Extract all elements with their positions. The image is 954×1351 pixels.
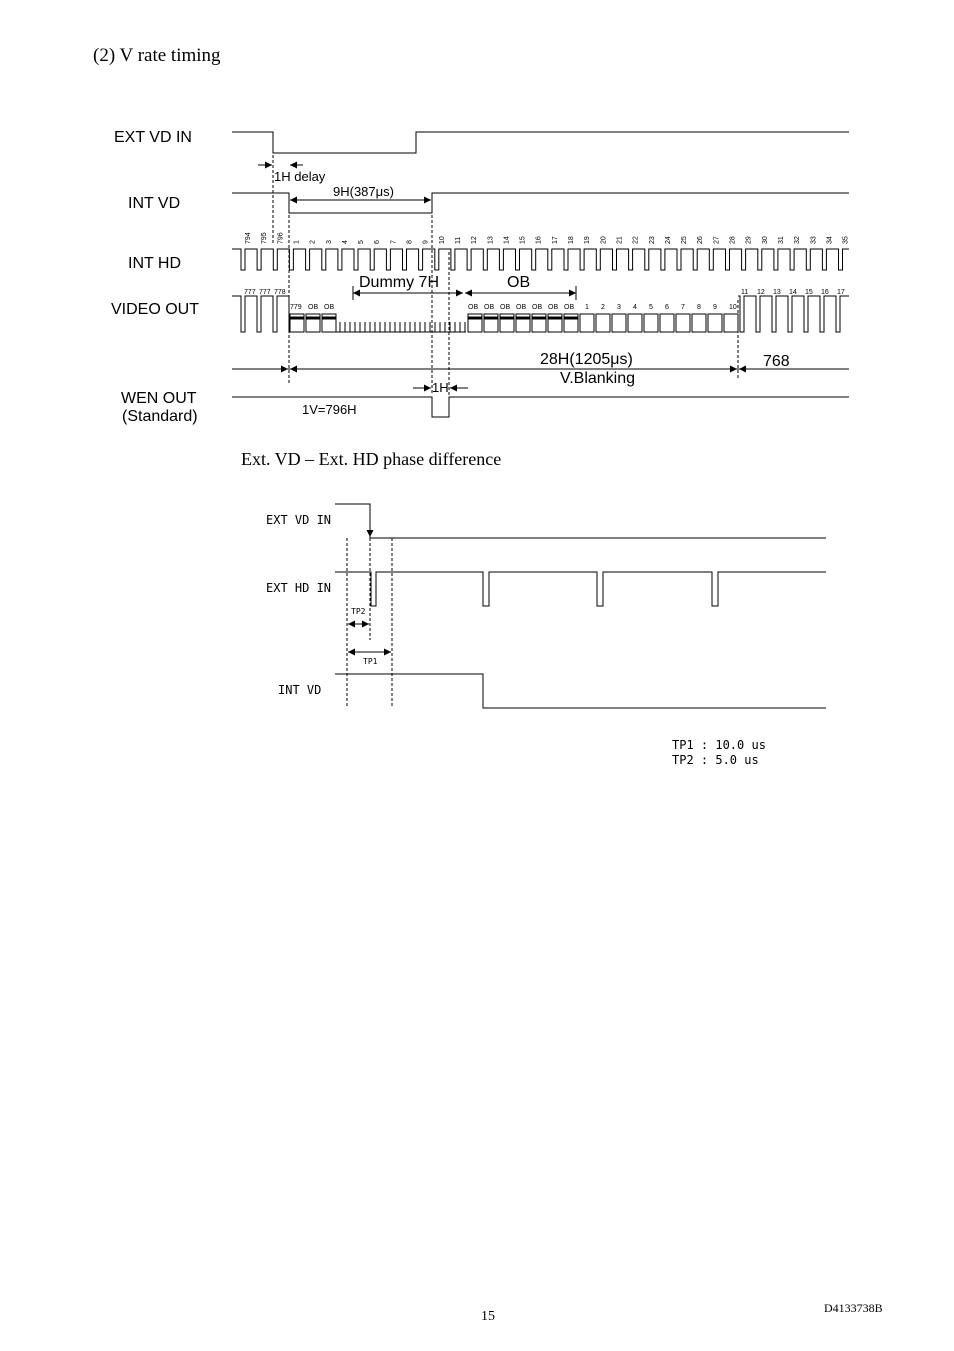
video-active-number: 16 [821, 289, 829, 296]
label2-ext-vd-in: EXT VD IN [266, 513, 332, 527]
section-title: (2) V rate timing [93, 45, 221, 66]
video-line-box [644, 314, 658, 332]
label-int-vd: INT VD [128, 195, 181, 212]
video-label-779: 779 [290, 304, 302, 311]
video-line-number: 5 [649, 304, 653, 311]
doc-id: D4133738B [824, 1301, 883, 1315]
video-line-number: 9 [713, 304, 717, 311]
video-line-number: 10 [729, 304, 737, 311]
video-ob-early-label: OB [324, 304, 335, 311]
hd-line-number: 1 [293, 240, 301, 244]
hd-line-number: 8 [406, 240, 414, 244]
hd-line-number: 5 [358, 240, 366, 244]
video-ob-label: OB [484, 304, 495, 311]
hd-line-number: 33 [810, 236, 818, 244]
video-line-number: 8 [697, 304, 701, 311]
video-active-number: 11 [741, 289, 749, 296]
hd-line-number: 11 [454, 236, 462, 244]
label-ext-vd-in: EXT VD IN [114, 129, 192, 146]
label2-tp2: TP2 [351, 607, 366, 616]
annotation-v-blanking: V.Blanking [560, 370, 636, 387]
hd-line-number: 27 [713, 236, 721, 244]
video-ob-label: OB [516, 304, 527, 311]
video-out-active-wave [738, 296, 849, 332]
video-ob-label: OB [564, 304, 575, 311]
video-prefix-label: 778 [274, 289, 286, 296]
label2-ext-hd-in: EXT HD IN [266, 581, 332, 595]
video-out-lead-wave [232, 296, 289, 332]
hd-line-number: 18 [568, 236, 575, 244]
hd-line-number: 26 [697, 236, 705, 244]
annotation-dummy-7h: Dummy 7H [359, 274, 440, 291]
video-prefix-label: 777 [259, 289, 271, 296]
hd-line-number: 795 [261, 232, 269, 244]
video-line-number: 6 [665, 304, 669, 311]
annotation-ob: OB [507, 274, 531, 291]
note-tp1: TP1 : 10.0 us [672, 738, 766, 752]
hd-line-number: 10 [438, 236, 446, 244]
video-line-box [596, 314, 610, 332]
label-wen-out-standard: (Standard) [122, 408, 198, 425]
hd-line-number: 23 [648, 236, 656, 244]
video-ob-label: OB [468, 304, 479, 311]
annotation-9h: 9H(387μs) [333, 184, 394, 199]
hd-line-number: 25 [681, 236, 689, 244]
video-active-number: 15 [805, 289, 813, 296]
int-vd-wave [232, 193, 849, 213]
hd-line-number: 794 [245, 232, 252, 244]
video-line-number: 7 [681, 304, 685, 311]
page-number: 15 [481, 1309, 495, 1324]
label-wen-out: WEN OUT [121, 390, 197, 407]
hd-line-number: 6 [374, 240, 382, 244]
note-tp2: TP2 : 5.0 us [672, 753, 759, 767]
hd-line-number: 796 [277, 232, 285, 244]
hd-line-number: 3 [325, 240, 333, 244]
video-line-number: 4 [633, 304, 637, 311]
hd-line-number: 30 [761, 236, 769, 244]
hd-line-number: 29 [745, 236, 753, 244]
ext-vd-in-wave [232, 132, 849, 153]
video-line-box [708, 314, 722, 332]
hd-line-number: 31 [777, 236, 785, 244]
hd-line-number: 17 [551, 236, 559, 244]
video-active-number: 12 [757, 289, 765, 296]
annotation-1h-delay: 1H delay [274, 169, 326, 184]
annotation-1v: 1V=796H [302, 402, 357, 417]
video-line-box [692, 314, 706, 332]
hd-line-number: 9 [422, 240, 430, 244]
subtitle: Ext. VD – Ext. HD phase difference [241, 449, 502, 469]
hd-line-number: 24 [664, 236, 672, 244]
video-ob-label: OB [532, 304, 543, 311]
video-line-box [580, 314, 594, 332]
video-line-box [628, 314, 642, 332]
hd-line-number: 28 [729, 236, 737, 244]
label-int-hd: INT HD [128, 255, 182, 272]
label2-tp1: TP1 [363, 657, 378, 666]
ext-hd-in-wave-2 [335, 572, 826, 606]
hd-line-number: 19 [584, 236, 592, 244]
video-prefix-label: 777 [244, 289, 256, 296]
video-line-number: 3 [617, 304, 621, 311]
ext-vd-in-wave-2 [335, 504, 826, 538]
hd-line-number: 32 [794, 236, 802, 244]
label2-int-vd: INT VD [278, 683, 322, 697]
video-active-number: 17 [837, 289, 845, 296]
video-line-box [724, 314, 738, 332]
annotation-28h: 28H(1205μs) [540, 351, 633, 368]
int-hd-wave [232, 249, 849, 270]
label-video-out: VIDEO OUT [111, 301, 200, 318]
hd-line-number: 16 [535, 236, 543, 244]
hd-line-number: 12 [471, 236, 479, 244]
wen-out-wave [232, 397, 849, 417]
video-ob-label: OB [500, 304, 511, 311]
hd-line-number: 7 [390, 240, 398, 244]
hd-line-number: 13 [487, 236, 495, 244]
annotation-768: 768 [763, 353, 790, 370]
hd-line-number: 4 [341, 240, 349, 244]
hd-line-number: 20 [600, 236, 608, 244]
video-line-number: 2 [601, 304, 605, 311]
video-active-number: 13 [773, 289, 781, 296]
hd-line-number: 35 [842, 236, 850, 244]
int-vd-wave-2 [335, 674, 826, 708]
video-line-box [612, 314, 626, 332]
hd-line-number: 14 [503, 236, 511, 244]
video-line-box [676, 314, 690, 332]
video-line-box [660, 314, 674, 332]
video-ob-early-label: OB [308, 304, 319, 311]
video-line-number: 1 [585, 304, 589, 311]
annotation-1h: 1H [432, 380, 449, 395]
hd-line-number: 22 [632, 236, 640, 244]
video-active-number: 14 [789, 289, 797, 296]
hd-line-number: 21 [616, 236, 624, 244]
hd-line-number: 15 [519, 236, 527, 244]
hd-line-number: 2 [309, 240, 317, 244]
hd-line-number: 34 [826, 236, 834, 244]
video-ob-label: OB [548, 304, 559, 311]
